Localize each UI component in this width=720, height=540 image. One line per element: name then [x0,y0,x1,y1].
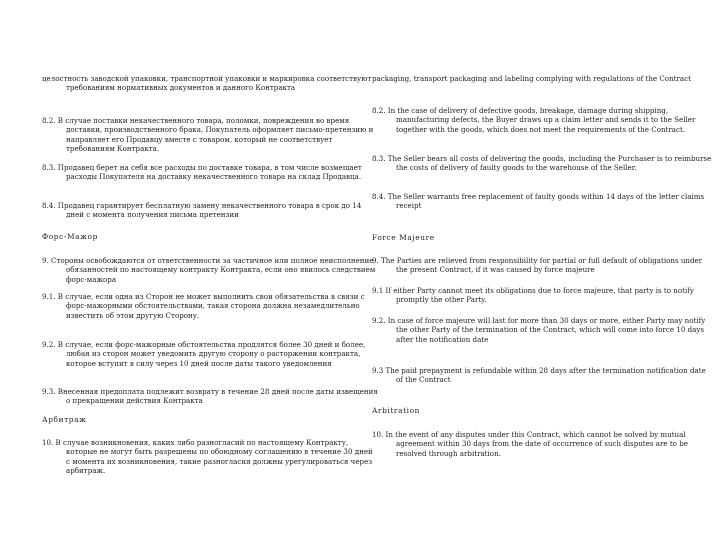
ru-paragraph-9-2: 9.2. В случае, если форс-мажорные обстоятельства продлятся более 30 дней и более, любая из сторон может уведомить другую сторону о расторжении контракта, которое вступит в силу через 10 дней после даты такого уведомления [42,340,366,368]
ru-paragraph-packaging: целостность заводской упаковки, транспортной упаковки и маркировка соответствуют требованиям нормативных документов и данного Контракта [42,74,372,93]
ru-paragraph-9-1: 9.1. В случае, если одна из Сторон не может выполнить свои обязательства в связи с форс-мажорными обстоятельствами, такая сторона должна незамедлительно известить об этом другую Сторону. [42,292,365,320]
en-paragraph-9: 9. The Parties are relieved from responsibility for partial or full default of obligations under the present Contract, if it was caused by force majeure [372,256,703,275]
ru-paragraph-10: 10. В случае возникновения, каких либо разногласий по настоящему Контракту, которые не могут быть разрешены по обоюдному соглашению в течение 30 дней с момента их возникновения, такие разногласия должны урегулироваться через арбитраж. [42,438,373,476]
en-paragraph-packaging: packaging, transport packaging and labeling complying with regulations of the Contract [372,74,691,83]
ru-paragraph-9-3: 9.3. Внесенная предоплата подлежит возврату в течение 28 дней после даты извещения о прекращении действия Контракта [42,387,378,406]
en-paragraph-10: 10. In the event of any disputes under this Contract, which cannot be solved by mutual agreement within 30 days from the date of occurrence of such disputes are to be resolved through arbitration. [372,430,688,458]
en-heading-force-majeure: Force Majeure [372,233,435,242]
ru-paragraph-8-2: 8.2. В случае поставки некачественного товара, поломки, повреждения во время доставки, производственного брака, Покупатель оформляет письмо-претензию и направляет его Продавцу вместе с товаром, который не соответствует требованиям Контракта. [42,116,374,154]
en-paragraph-8-4: 8.4. The Seller warrants free replacement of faulty goods within 14 days of the letter claims receipt [372,192,705,211]
en-paragraph-8-3: 8.3. The Seller bears all costs of delivering the goods, including the Purchaser is to reimburse the costs of delivery of faulty goods to the warehouse of the Seller. [372,154,712,173]
ru-heading-force-majeure: Форс-Мажор [42,232,98,241]
en-paragraph-8-2: 8.2. In the case of delivery of defective goods, breakage, damage during shipping, manufacturing defects, the Buyer draws up a claim letter and sends it to the Seller together with the goods, which does not meet the requirements of the Contract. [372,106,696,134]
ru-paragraph-8-4: 8.4. Продавец гарантирует бесплатную замену некачественного товара в срок до 14 дней с момента получения письма претензии [42,201,362,220]
ru-paragraph-9: 9. Стороны освобождаются от ответственности за частичное или полное неисполнение обязанностей по настоящему контракту Контракта, если оно явилось следствием форс-мажора [42,256,376,284]
ru-paragraph-8-3: 8.3. Продавец берет на себя все расходы по доставке товара, в том числе возмещает расходы Покупателя на доставку некачественного товара на склад Продавца. [42,163,362,182]
en-paragraph-9-2: 9.2. In case of force majeure will last for more than 30 days or more, either Party may notify the other Party of the termination of the Contract, which will come into force 10 days after the notification date [372,316,706,344]
en-heading-arbitration: Arbitration [372,406,421,415]
en-paragraph-9-1: 9.1 If either Party cannot meet its obligations due to force majeure, that party is to notify promptly the other Party. [372,286,694,305]
en-paragraph-9-3: 9.3 The paid prepayment is refundable within 28 days after the termination notification date of the Contract [372,366,706,385]
ru-heading-arbitration: Арбитраж [42,415,87,424]
